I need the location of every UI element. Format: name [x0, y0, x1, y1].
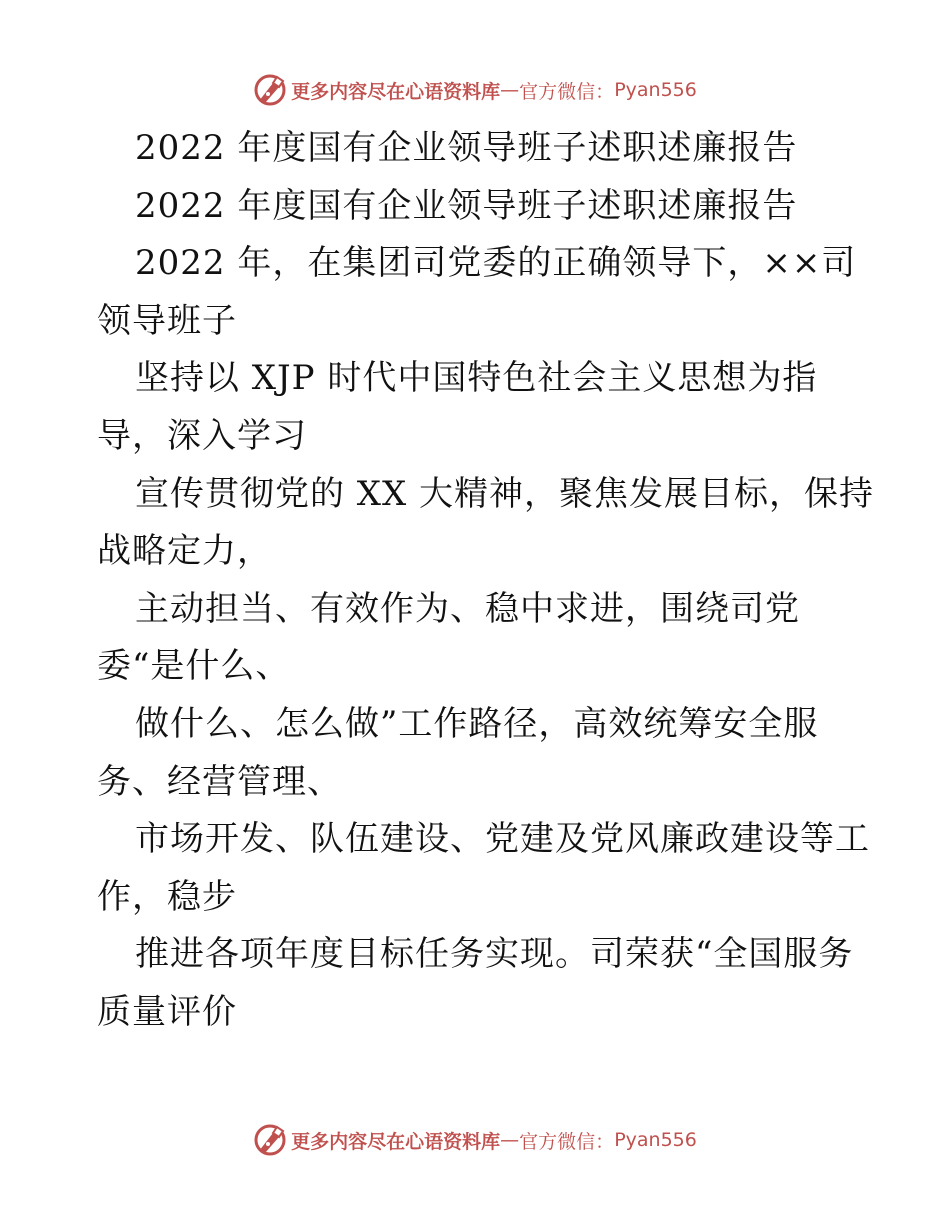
body-text-line: 战略定力， [97, 531, 272, 572]
body-text-line: 主动担当、有效作为、稳中求进，围绕司党 [135, 588, 800, 629]
watermark-separator: — [500, 1129, 520, 1151]
body-text-line: 做什么、怎么做”工作路径，高效统筹安全服 [135, 703, 819, 744]
watermark-brand: 更多内容尽在心语资料库 [291, 1130, 501, 1153]
footer-watermark [0, 1120, 950, 1160]
document-title-line: 2022 年度国有企业领导班子述职述廉报告 [135, 128, 798, 168]
watermark-wechat-label: 官方微信： [519, 80, 615, 103]
body-text-line: 坚持以 XJP 时代中国特色社会主义思想为指 [135, 358, 818, 399]
body-text-line: 宣传贯彻党的 XX 大精神，聚焦发展目标，保持 [135, 473, 875, 514]
pen-nib-logo-icon [253, 1123, 287, 1157]
body-text-line: 2022 年，在集团司党委的正确领导下，××司 [135, 243, 857, 284]
watermark-wechat-id: Pyan556 [614, 79, 697, 101]
body-text-line: 作，稳步 [97, 876, 237, 917]
watermark-separator: — [500, 79, 520, 101]
document-title-line-repeat: 2022 年度国有企业领导班子述职述廉报告 [135, 185, 798, 226]
body-text-line: 委“是什么、 [97, 646, 291, 687]
body-text-line: 质量评价 [97, 991, 237, 1032]
watermark-wechat-id: Pyan556 [614, 1129, 697, 1151]
body-text-line: 推进各项年度目标任务实现。司荣获“全国服务 [135, 934, 854, 975]
header-watermark [0, 70, 950, 110]
watermark-wechat-label: 官方微信： [519, 1130, 615, 1153]
document-body [97, 120, 887, 1042]
body-text-line: 务、经营管理、 [97, 761, 342, 802]
pen-nib-logo-icon [253, 73, 287, 107]
body-text-line: 导，深入学习 [97, 415, 307, 456]
body-text-line: 领导班子 [97, 300, 237, 341]
watermark-brand: 更多内容尽在心语资料库 [291, 80, 501, 103]
body-text-line: 市场开发、队伍建设、党建及党风廉政建设等工 [135, 819, 870, 860]
